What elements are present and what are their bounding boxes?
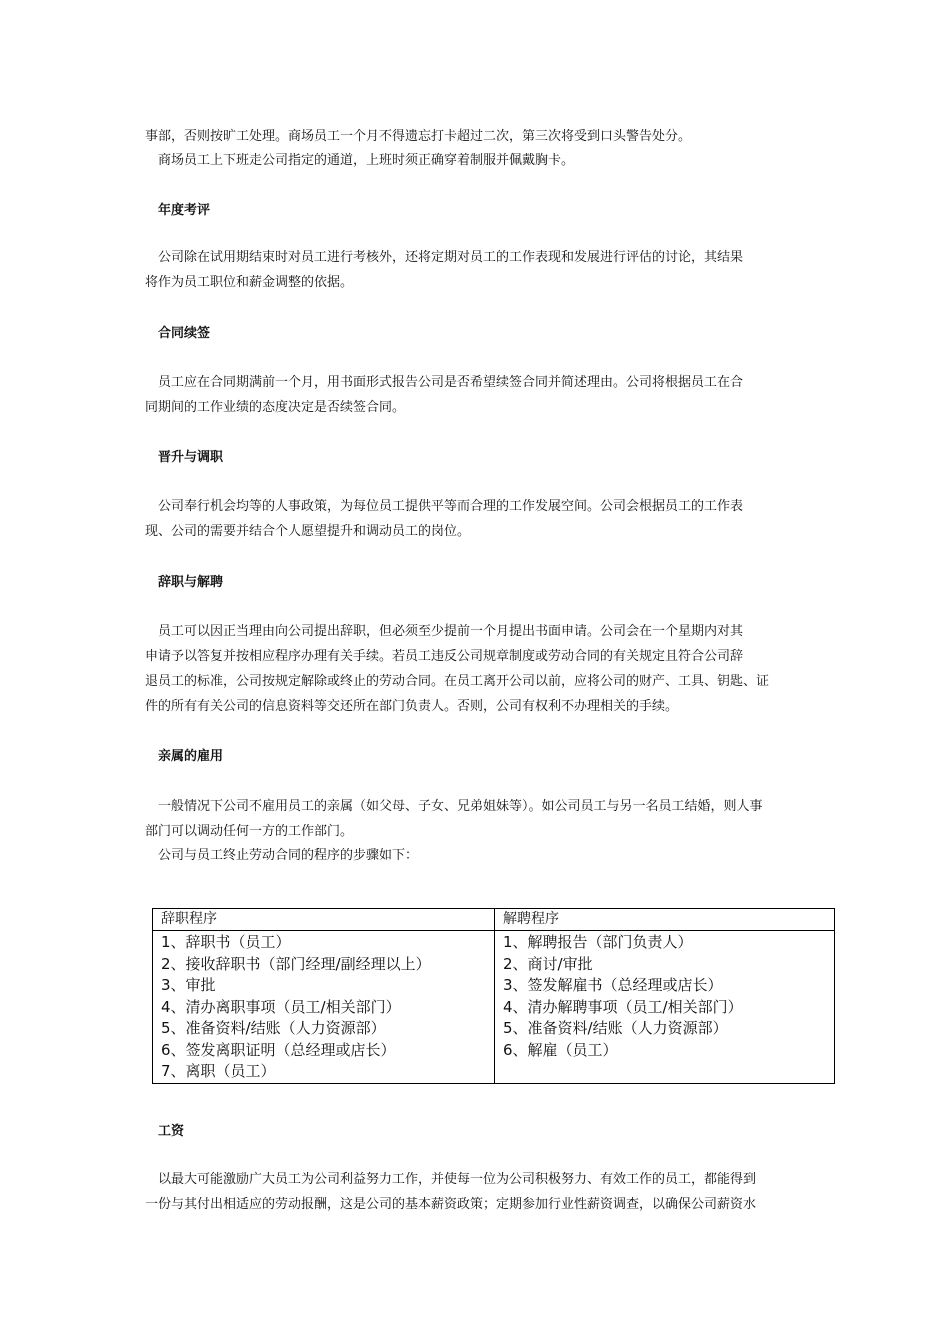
dismiss-step: 5、准备资料/结账（人力资源部） [503,1019,728,1037]
dismiss-step: 4、清办解聘事项（员工/相关部门） [503,997,743,1016]
resign-header: 辞职程序 [153,909,495,931]
paragraph-line: 将作为员工职位和薪金调整的依据。 [145,275,354,290]
paragraph-line: 一般情况下公司不雇用员工的亲属（如父母、子女、兄弟姐妹等）。如公司员工与另一名员工结婚，则人事 [158,799,763,814]
heading-contract-renewal: 合同续签 [158,326,211,341]
paragraph-line: 一份与其付出相适应的劳动报酬，这是公司的基本薪资政策；定期参加行业性薪资调查，以确保公司薪资水 [145,1197,757,1212]
dismiss-header: 解聘程序 [495,909,835,931]
resign-step: 7、离职（员工） [161,1062,276,1080]
paragraph-line: 申请予以答复并按相应程序办理有关手续。若员工违反公司规章制度或劳动合同的有关规定且符合公司辞 [145,649,744,664]
resign-step: 6、签发离职证明（总经理或店长） [161,1040,396,1059]
heading-resignation-dismissal: 辞职与解聘 [158,575,224,590]
paragraph-line: 员工应在合同期满前一个月，用书面形式报告公司是否希望续签合同并简述理由。公司将根据员工在合 [158,375,744,390]
resign-step: 1、辞职书（员工） [161,933,291,951]
paragraph-line: 公司与员工终止劳动合同的程序的步骤如下： [158,848,419,863]
dismiss-step: 1、解聘报告（部门负责人） [503,933,693,951]
resign-step: 4、清办离职事项（员工/相关部门） [161,997,401,1016]
dismiss-step: 3、签发解雇书（总经理或店长） [503,976,723,994]
paragraph-line: 部门可以调动任何一方的工作部门。 [145,824,354,839]
dismiss-step: 6、解雇（员工） [503,1040,618,1059]
heading-annual-review: 年度考评 [158,203,211,218]
heading-promotion-transfer: 晋升与调职 [158,450,224,465]
paragraph-line: 同期间的工作业绩的态度决定是否续签合同。 [145,400,406,415]
paragraph-line: 以最大可能激励广大员工为公司利益努力工作，并使每一位为公司积极努力、有效工作的员工，都能得到 [158,1172,757,1187]
paragraph-line: 退员工的标准，公司按规定解除或终止的劳动合同。在员工离开公司以前，应将公司的财产、工具、钥匙、证 [145,674,770,689]
heading-wage: 工资 [158,1124,185,1139]
termination-procedure-table [152,908,835,1084]
resign-step: 3、审批 [161,976,216,994]
dismiss-step: 2、商讨/审批 [503,954,593,973]
paragraph-line: 件的所有有关公司的信息资料等交还所在部门负责人。否则，公司有权利不办理相关的手续。 [145,699,679,714]
resign-steps-cell [153,931,495,1084]
paragraph-line: 公司奉行机会均等的人事政策，为每位员工提供平等而合理的工作发展空间。公司会根据员工的工作表 [158,499,744,514]
resign-step: 2、接收辞职书（部门经理/副经理以上） [161,954,431,973]
dismiss-steps-cell [495,931,835,1084]
heading-relatives-employment: 亲属的雇用 [158,749,224,764]
intro-line-1: 事部，否则按旷工处理。商场员工一个月不得遗忘打卡超过二次，第三次将受到口头警告处分。 [145,129,692,144]
intro-line-2: 商场员工上下班走公司指定的通道，上班时须正确穿着制服并佩戴胸卡。 [158,153,575,168]
resign-step: 5、准备资料/结账（人力资源部） [161,1019,386,1037]
paragraph-line: 员工可以因正当理由向公司提出辞职，但必须至少提前一个月提出书面申请。公司会在一个星期内对其 [158,624,744,639]
paragraph-line: 公司除在试用期结束时对员工进行考核外，还将定期对员工的工作表现和发展进行评估的讨论，其结果 [158,250,744,265]
paragraph-line: 现、公司的需要并结合个人愿望提升和调动员工的岗位。 [145,524,471,539]
